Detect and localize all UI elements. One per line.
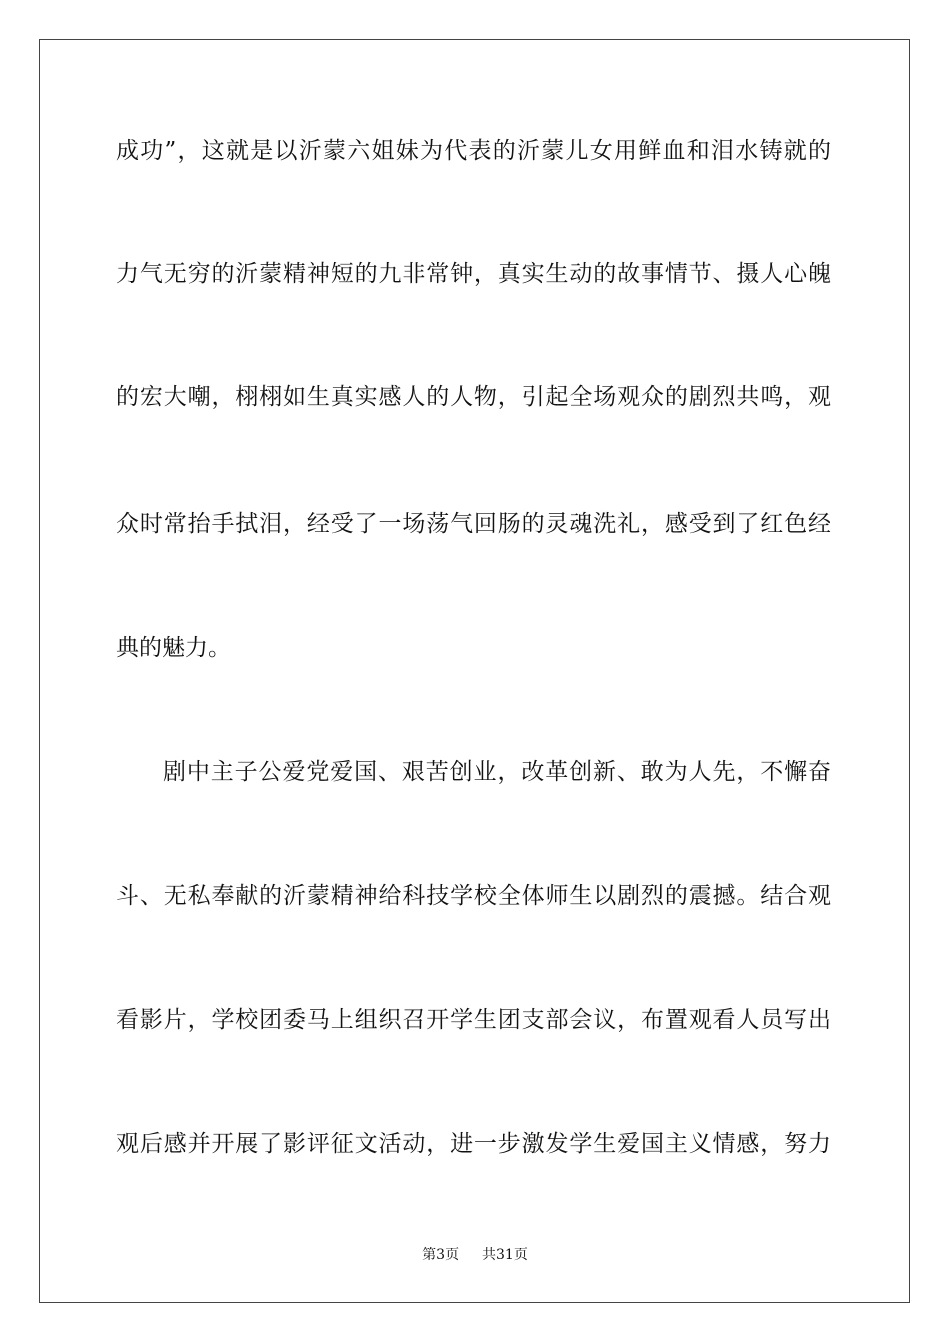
body-text-line-1: 成功”，这就是以沂蒙六姐妹为代表的沂蒙儿女用鲜血和泪水铸就的 <box>116 138 831 164</box>
page-footer <box>0 1245 950 1265</box>
body-text-line-2: 力气无穷的沂蒙精神短的九非常钟，真实生动的故事情节、摄人心魄 <box>116 261 831 287</box>
body-text-line-5: 典的魅力。 <box>116 635 231 661</box>
body-text-line-8: 看影片，学校团委马上组织召开学生团支部会议，布置观看人员写出 <box>116 1007 831 1033</box>
total-pages: 共31页 <box>482 1247 528 1263</box>
body-text-line-3: 的宏大嘲，栩栩如生真实感人的人物，引起全场观众的剧烈共鸣，观 <box>116 384 831 410</box>
page-number: 第3页 <box>422 1247 460 1263</box>
body-text-line-7: 斗、无私奉献的沂蒙精神给科技学校全体师生以剧烈的震撼。结合观 <box>116 883 831 909</box>
body-text-line-6: 剧中主子公爱党爱国、艰苦创业，改革创新、敢为人先，不懈奋 <box>163 759 831 785</box>
page-border <box>39 39 910 1303</box>
body-text-line-9: 观后感并开展了影评征文活动，进一步激发学生爱国主义情感，努力 <box>116 1131 831 1157</box>
body-text-line-4: 众时常抬手拭泪，经受了一场荡气回肠的灵魂洗礼，感受到了红色经 <box>116 511 831 537</box>
